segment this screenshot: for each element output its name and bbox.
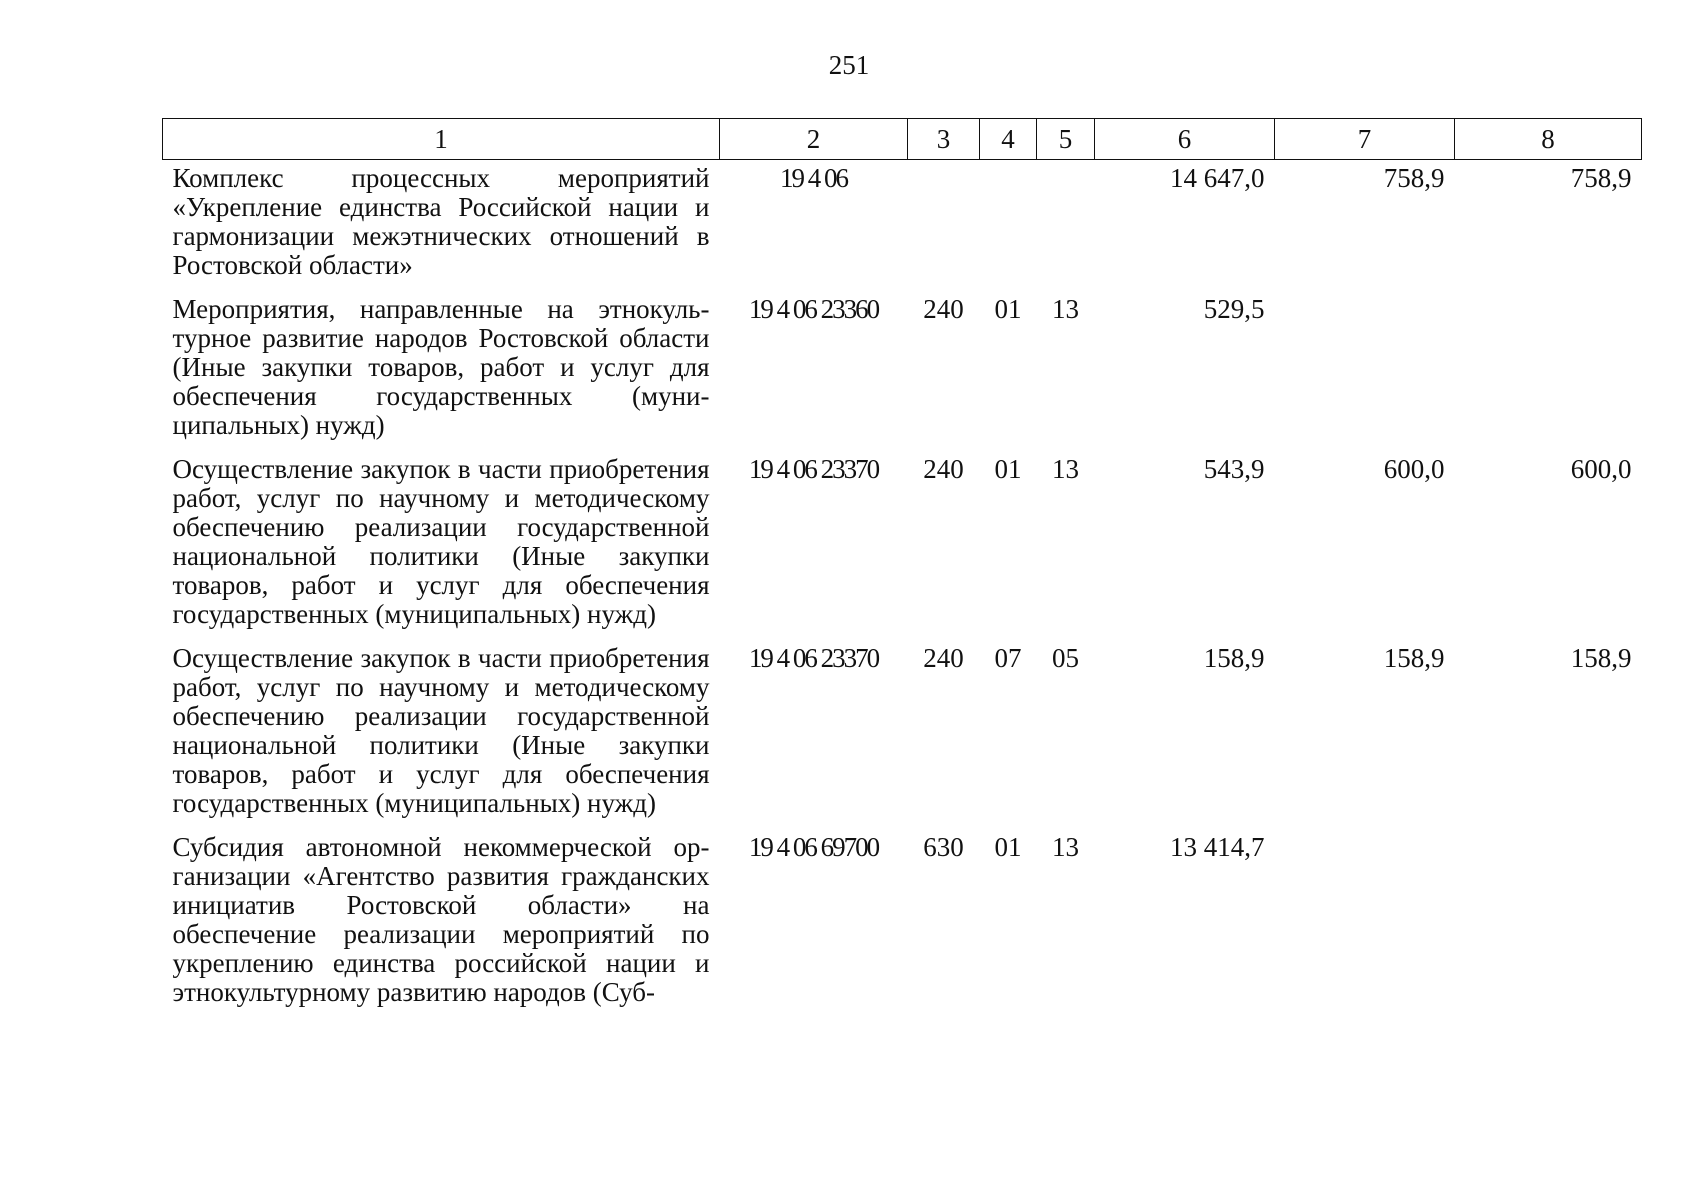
budget-table: [162, 118, 1642, 1018]
row-amount-col6: 543,9: [1203, 454, 1265, 484]
row-amount-col8: 158,9: [1570, 643, 1632, 673]
table-row: [163, 451, 1642, 640]
row-name: Субсидия автономной некоммерческой организации «Агентство развития гражданских инициатив Ростовской области» на обеспечение реализации мероприятий по укреплению единства российской нации и этнокультурному развитию народов (Суб-: [172, 832, 710, 1007]
table-body: [163, 160, 1642, 1019]
row-amount-col6: 529,5: [1203, 294, 1265, 324]
row-target-code: 19 4 06 69700: [748, 832, 879, 862]
table-row: [163, 829, 1642, 1018]
row-section: 07: [994, 643, 1022, 673]
column-header-6: 6: [1095, 119, 1275, 160]
header-row: [163, 119, 1642, 160]
table-row: [163, 291, 1642, 451]
row-amount-col8: 758,9: [1570, 163, 1632, 193]
row-subsection: [1037, 160, 1095, 292]
page-number: 251: [828, 50, 870, 80]
row-name: Мероприятия, направленные на этнокультурное развитие народов Ростовской области (Иные закупки товаров, работ и услуг для обеспечения государственных (муниципальных) нужд): [172, 294, 710, 440]
column-header-7: 7: [1275, 119, 1455, 160]
column-header-8: 8: [1455, 119, 1642, 160]
column-header-3: 3: [908, 119, 980, 160]
row-target-code: 19 4 06 23360: [748, 294, 879, 324]
column-header-4: 4: [980, 119, 1037, 160]
row-expense-type: 240: [923, 643, 964, 673]
row-subsection: 05: [1052, 643, 1079, 673]
row-section: 01: [994, 294, 1022, 324]
row-amount-col8: 600,0: [1570, 454, 1632, 484]
column-header-2: 2: [720, 119, 908, 160]
row-target-code: 19 4 06 23370: [748, 454, 879, 484]
row-amount-col7: [1275, 829, 1455, 1018]
row-amount-col7: 758,9: [1383, 163, 1445, 193]
row-expense-type: [908, 160, 980, 292]
row-target-code: 19 4 06 23370: [748, 643, 879, 673]
row-subsection: 13: [1052, 294, 1079, 324]
row-section: 01: [994, 454, 1022, 484]
row-subsection: 13: [1052, 454, 1079, 484]
row-amount-col7: [1275, 291, 1455, 451]
table-row: [163, 160, 1642, 292]
row-amount-col7: 158,9: [1383, 643, 1445, 673]
row-expense-type: 240: [923, 454, 964, 484]
row-subsection: 13: [1052, 832, 1079, 862]
row-amount-col7: 600,0: [1383, 454, 1445, 484]
row-expense-type: 630: [923, 832, 964, 862]
table-row: [163, 640, 1642, 829]
column-header-1: 1: [163, 119, 720, 160]
row-name: Комплекс процессных мероприятий «Укрепление единства Российской нации и гармонизации межэтнических отношений в Ростовской области»: [172, 163, 710, 280]
row-amount-col6: 14 647,0: [1170, 163, 1265, 193]
row-amount-col8: [1455, 829, 1642, 1018]
row-target-code: 19 4 06: [780, 163, 847, 193]
row-amount-col6: 158,9: [1203, 643, 1265, 673]
row-expense-type: 240: [923, 294, 964, 324]
row-section: 01: [994, 832, 1022, 862]
row-section: [980, 160, 1037, 292]
row-name: Осуществление закупок в части приобретения работ, услуг по научному и методическому обеспечению реализации государственной национальной политики (Иные закупки товаров, работ и услуг для обеспечения государственных (муниципальных) нужд): [172, 643, 710, 818]
table-header: [163, 119, 1642, 160]
column-header-5: 5: [1037, 119, 1095, 160]
row-name: Осуществление закупок в части приобретения работ, услуг по научному и методическому обеспечению реализации государственной национальной политики (Иные закупки товаров, работ и услуг для обеспечения государственных (муниципальных) нужд): [172, 454, 710, 629]
row-amount-col8: [1455, 291, 1642, 451]
row-amount-col6: 13 414,7: [1170, 832, 1265, 862]
